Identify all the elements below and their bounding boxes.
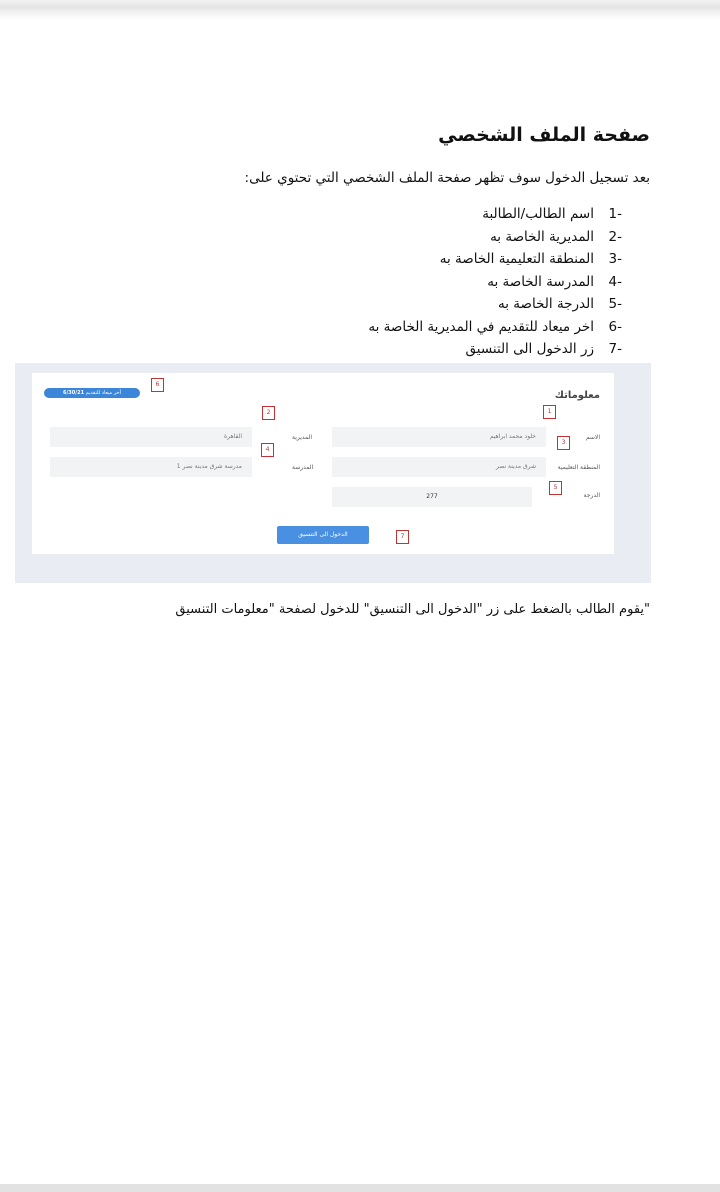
marker-1: 1 (543, 405, 556, 419)
list-number: 4- (608, 273, 622, 290)
zone-field: شرق مدينة نصر (332, 457, 546, 477)
closing-paragraph: "يقوم الطالب بالضغط على زر "الدخول الى التنسيق" للدخول لصفحة "معلومات التنسيق (175, 602, 650, 617)
page-top-edge (0, 0, 720, 20)
score-label: الدرجة (583, 492, 600, 499)
list-item (368, 248, 622, 271)
name-label: الاسم (585, 434, 600, 441)
marker-3: 3 (557, 436, 570, 450)
features-list (368, 203, 622, 361)
marker-2: 2 (262, 406, 275, 420)
deadline-date: 6/30/21 (63, 390, 85, 396)
list-item (368, 338, 622, 361)
list-text: المديرية الخاصة به (490, 228, 594, 245)
score-field: 277 (332, 487, 532, 507)
list-number: 3- (608, 251, 622, 267)
list-text: اخر ميعاد للتقديم في المديرية الخاصة به (368, 318, 594, 335)
marker-4: 4 (261, 443, 274, 457)
page-bottom-edge (0, 1184, 720, 1192)
school-label: المدرسة (292, 464, 314, 471)
list-text: زر الدخول الى التنسيق (465, 341, 594, 357)
list-text: الدرجة الخاصة به (497, 296, 594, 312)
enter-coordination-button[interactable]: الدخول الى التنسيق (277, 526, 369, 544)
list-item (368, 316, 622, 339)
document-title: صفحة الملف الشخصي (438, 124, 650, 146)
marker-7: 7 (396, 530, 409, 544)
zone-label: المنطقة التعليمية (557, 464, 600, 471)
profile-card (32, 373, 614, 554)
deadline-label: آخر ميعاد للتقديم (85, 390, 121, 396)
marker-5: 5 (549, 481, 562, 495)
profile-screenshot (15, 363, 651, 583)
list-item (368, 203, 622, 226)
intro-paragraph: بعد تسجيل الدخول سوف تظهر صفحة الملف الشخصي التي تحتوي على: (244, 170, 650, 186)
list-number: 7- (608, 341, 622, 357)
list-item (368, 226, 622, 249)
list-number: 6- (608, 318, 622, 335)
directorate-field: القاهرة (50, 427, 252, 447)
list-number: 2- (608, 228, 622, 245)
list-item (368, 293, 622, 316)
list-text: اسم الطالب/الطالبة (482, 206, 594, 222)
deadline-badge (44, 388, 140, 398)
list-text: المدرسة الخاصة به (487, 273, 594, 290)
name-field: خلود محمد ابراهيم (332, 427, 546, 447)
school-field: مدرسة شرق مدينة نصر 1 (50, 457, 252, 477)
list-item (368, 271, 622, 294)
list-number: 5- (608, 296, 622, 312)
profile-card-title: معلوماتك (554, 390, 600, 401)
directorate-label: المديرية (292, 434, 312, 441)
list-text: المنطقة التعليمية الخاصة به (439, 251, 594, 267)
list-number: 1- (608, 206, 622, 222)
marker-6: 6 (151, 378, 164, 392)
